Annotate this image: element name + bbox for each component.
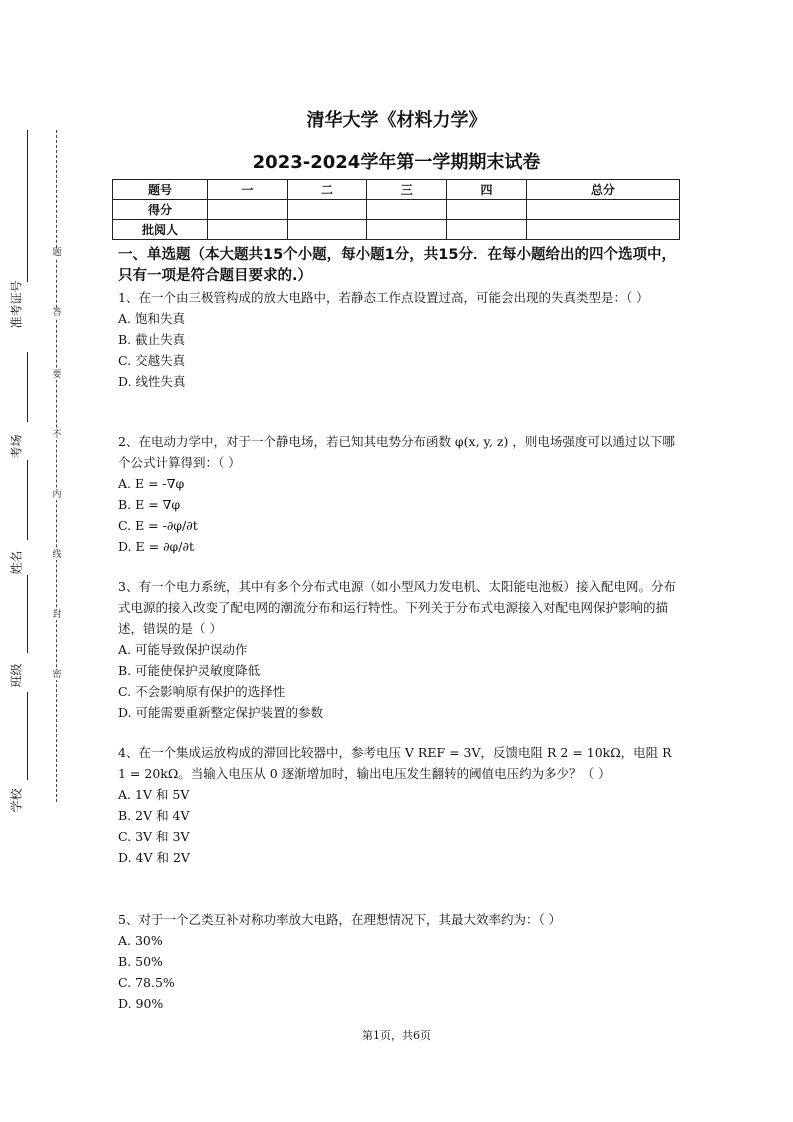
field-line [27, 575, 28, 653]
question-option[interactable]: C. E = -∂φ/∂t [118, 518, 198, 533]
seal-char: 内 [52, 490, 62, 500]
field-school[interactable] [4, 692, 28, 813]
field-line [27, 692, 28, 780]
question-stem: 1、在一个由三极管构成的放大电路中，若静态工作点设置过高，可能会出现的失真类型是：（ ） [118, 290, 649, 305]
score-header-cell: 一 [208, 180, 288, 200]
question-option[interactable]: A. 饱和失真 [118, 311, 185, 326]
question-option[interactable]: B. 2V 和 4V [118, 808, 190, 823]
score-table-row [113, 200, 680, 220]
seal-dotted-line [56, 130, 57, 802]
score-cell[interactable] [208, 200, 288, 220]
question-option[interactable]: C. 78.5% [118, 975, 175, 990]
field-exam-room[interactable] [4, 352, 28, 459]
question-option[interactable]: A. E = -∇φ [118, 476, 185, 491]
page-number: 第1页，共6页 [362, 1029, 431, 1042]
seal-char: 要 [52, 370, 62, 380]
score-cell[interactable] [367, 200, 447, 220]
seal-char: 封 [52, 610, 62, 620]
question-3 [118, 576, 678, 723]
question-1 [118, 287, 678, 392]
field-label: 学校 [9, 788, 24, 813]
score-cell[interactable] [367, 220, 447, 240]
question-option[interactable]: A. 1V 和 5V [118, 787, 190, 802]
question-option[interactable]: D. 90% [118, 996, 164, 1011]
question-option[interactable]: D. 4V 和 2V [118, 850, 190, 865]
score-header-cell: 题号 [113, 180, 208, 200]
seal-char: 题 [52, 248, 62, 258]
score-cell[interactable] [208, 220, 288, 240]
question-option[interactable]: B. 可能使保护灵敏度降低 [118, 663, 261, 678]
seal-char: 密 [52, 670, 62, 680]
score-table-header-row [113, 180, 680, 200]
score-header-cell: 总分 [526, 180, 679, 200]
score-header-cell: 四 [447, 180, 527, 200]
field-class[interactable] [4, 575, 28, 688]
score-header-cell: 三 [367, 180, 447, 200]
score-header-cell: 二 [287, 180, 367, 200]
score-cell[interactable] [287, 200, 367, 220]
field-label: 姓名 [9, 550, 24, 575]
question-option[interactable]: A. 30% [118, 933, 163, 948]
binding-strip [0, 130, 70, 813]
field-label: 考场 [9, 434, 24, 459]
question-5 [118, 909, 678, 1014]
question-stem: 2、在电动力学中，对于一个静电场，若已知其电势分布函数 φ(x, y, z) ，则电场强度可以通过以下哪个公式计算得到：（ ） [118, 434, 675, 470]
question-option[interactable]: D. E = ∂φ/∂t [118, 539, 194, 554]
score-cell[interactable] [447, 220, 527, 240]
question-stem: 3、有一个电力系统，其中有多个分布式电源（如小型风力发电机、太阳能电池板）接入配电网。分布式电源的接入改变了配电网的潮流分布和运行特性。下列关于分布式电源接入对配电网保护影响的描述，错误的是（ ） [118, 579, 676, 636]
question-option[interactable]: D. 线性失真 [118, 374, 186, 389]
score-cell[interactable] [287, 220, 367, 240]
score-row-label: 得分 [113, 200, 208, 220]
score-row-label: 批阅人 [113, 220, 208, 240]
score-table [112, 179, 680, 240]
question-option[interactable]: D. 可能需要重新整定保护装置的参数 [118, 705, 324, 720]
question-option[interactable]: C. 3V 和 3V [118, 829, 190, 844]
question-option[interactable]: C. 交越失真 [118, 353, 186, 368]
section-heading: 一、单选题（本大题共15个小题，每小题1分，共15分．在每小题给出的四个选项中，只有一项是符合题目要求的.） [118, 247, 676, 284]
question-4 [118, 742, 678, 868]
seal-char: 不 [52, 430, 62, 440]
score-cell[interactable] [526, 200, 679, 220]
seal-char: 线 [52, 550, 62, 560]
field-name[interactable] [4, 460, 28, 575]
field-label: 准考证号 [9, 280, 24, 329]
score-cell[interactable] [526, 220, 679, 240]
score-table-row [113, 220, 680, 240]
question-2 [118, 431, 678, 557]
question-option[interactable]: B. E = ∇φ [118, 497, 181, 512]
exam-title: 清华大学《材料力学》 [306, 110, 487, 131]
field-line [27, 460, 28, 540]
exam-subtitle: 2023-2024学年第一学期期末试卷 [252, 152, 541, 173]
seal-char: 答 [52, 308, 62, 318]
score-cell[interactable] [447, 200, 527, 220]
question-option[interactable]: B. 50% [118, 954, 163, 969]
question-option[interactable]: C. 不会影响原有保护的选择性 [118, 684, 286, 699]
question-stem: 5、对于一个乙类互补对称功率放大电路，在理想情况下，其最大效率约为：（ ） [118, 912, 562, 927]
question-stem: 4、在一个集成运放构成的滞回比较器中，参考电压 V REF = 3V，反馈电阻 R 2 = 10kΩ，电阻 R 1 = 20kΩ。当输入电压从 0 逐渐增加时，输出电压发生翻转的阈值电压约为多少？（ ） [118, 745, 672, 781]
question-option[interactable]: A. 可能导致保护误动作 [118, 642, 248, 657]
field-line [27, 352, 28, 422]
field-label: 班级 [9, 663, 24, 688]
question-option[interactable]: B. 截止失真 [118, 332, 186, 347]
